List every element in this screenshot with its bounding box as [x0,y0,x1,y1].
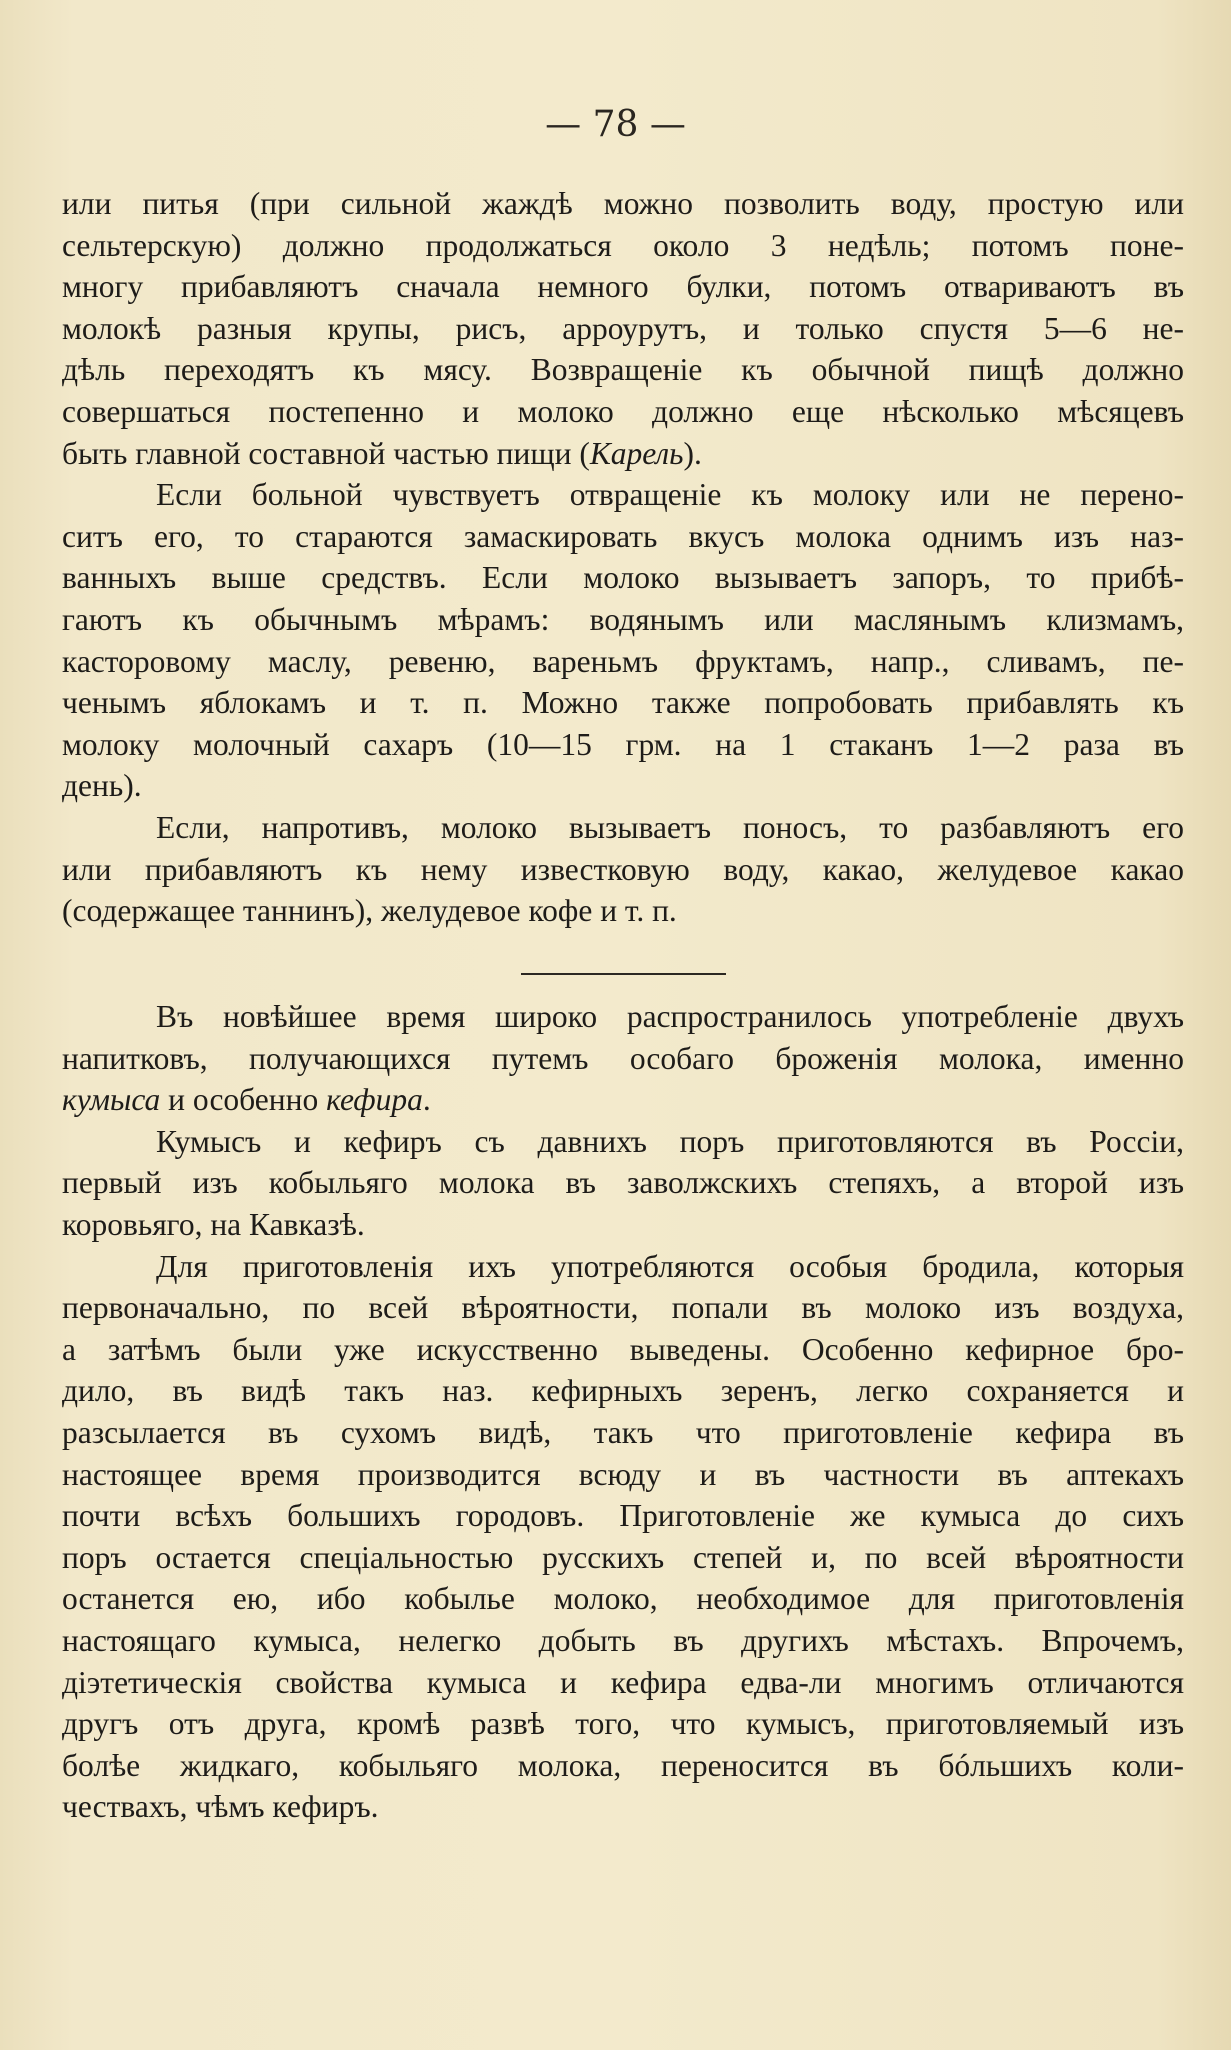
paragraph-5 [62,1121,1184,1246]
text-line: совершаться постепенно и молоко должно еще нѣсколько мѣсяцевъ [62,393,1184,429]
page-number: — 78 — [545,104,686,145]
text-line: гаютъ къ обычнымъ мѣрамъ: водянымъ или маслянымъ клизмамъ, [62,601,1184,637]
text-line: напитковъ, получающихся путемъ особаго броженія молока, именно [62,1040,1184,1076]
text-line [62,433,1184,475]
text-line: дило, въ видѣ такъ наз. кефирныхъ зеренъ, легко сохраняется и [62,1373,1184,1409]
italic-author-name: Карель [589,435,684,471]
text-line: настоящаго кумыса, нелегко добыть въ другихъ мѣстахъ. Впрочемъ, [62,1622,1184,1658]
text-line: дѣль переходятъ къ мясу. Возвращеніе къ обычной пищѣ должно [62,352,1184,388]
text-line: чествахъ, чѣмъ кефиръ. [62,1789,379,1825]
text-fragment: ). [683,435,702,471]
text-line: почти всѣхъ большихъ городовъ. Приготовленіе же кумыса до сихъ [62,1498,1184,1534]
text-line: поръ остается спеціальностью русскихъ степей и, по всей вѣроятности [62,1539,1184,1575]
text-line: день). [62,768,142,804]
text-line [62,1079,1184,1121]
text-line: или прибавляютъ къ нему известковую воду, какао, желудевое какао [62,851,1184,887]
section-divider [521,973,726,975]
text-line: или питья (при сильной жаждѣ можно позволить воду, простую или [62,186,1184,221]
text-line: Кумысъ и кефиръ съ давнихъ поръ приготовляются въ Россіи, [156,1123,1184,1159]
text-line: ситъ его, то стараются замаскировать вкусъ молока однимъ изъ наз- [62,518,1184,554]
text-line: первый изъ кобыльяго молока въ заволжскихъ степяхъ, а второй изъ [62,1165,1184,1201]
italic-term-kefir: кефира [326,1082,423,1118]
text-line: сельтерскую) должно продолжаться около 3 недѣль; потомъ поне- [62,227,1184,263]
text-fragment: . [422,1082,431,1118]
text-line: другъ отъ друга, кромѣ развѣ того, что кумысъ, приготовляемый изъ [62,1706,1184,1742]
paragraph-6 [62,1246,1184,1828]
text-line: останется ею, ибо кобылье молоко, необходимое для приготовленія [62,1581,1184,1617]
paragraph-4 [62,996,1184,1121]
text-line: ченымъ яблокамъ и т. п. Можно также попробовать прибавлять къ [62,685,1184,721]
text-line: Въ новѣйшее время широко распространилось употребленіе двухъ [156,999,1184,1034]
text-line: ванныхъ выше средствъ. Если молоко вызываетъ запоръ, то прибѣ- [62,560,1184,596]
text-fragment: и особенно [160,1082,327,1118]
text-line: разсылается въ сухомъ видѣ, такъ что приготовленіе кефира въ [62,1414,1184,1450]
text-line: первоначально, по всей вѣроятности, попали въ молоко изъ воздуха, [62,1290,1184,1326]
text-line: Если, напротивъ, молоко вызываетъ поносъ, то разбавляютъ его [156,809,1184,845]
paragraph-3 [62,807,1184,932]
text-line: настоящее время производится всюду и въ частности въ аптекахъ [62,1456,1184,1492]
text-line: молоку молочный сахаръ (10—15 грм. на 1 стаканъ 1—2 раза въ [62,726,1184,762]
text-line: а затѣмъ были уже искусственно выведены. Особенно кефирное бро- [62,1331,1184,1367]
text-line: Если больной чувствуетъ отвращеніе къ молоку или не перено- [156,477,1184,513]
paragraph-1 [62,183,1184,474]
text-line: многу прибавляютъ сначала немного булки, потомъ отвариваютъ въ [62,269,1184,305]
section-1-text [62,183,1184,932]
text-fragment: быть главной составной частью пищи ( [62,435,590,471]
text-line: Для приготовленія ихъ употребляются особыя бродила, которыя [156,1248,1184,1284]
section-2-text [62,996,1184,1828]
text-line: касторовому маслу, ревеню, вареньмъ фруктамъ, напр., сливамъ, пе- [62,643,1184,679]
italic-term-kumys: кумыса [62,1082,161,1118]
text-line: молокѣ разныя крупы, рисъ, арроурутъ, и только спустя 5—6 не- [62,310,1184,346]
paragraph-2 [62,474,1184,807]
text-line: коровьяго, на Кавказѣ. [62,1206,365,1242]
text-line: болѣе жидкаго, кобыльяго молока, переносится въ бóльшихъ коли- [62,1747,1184,1783]
text-line: діэтетическія свойства кумыса и кефира едва-ли многимъ отличаются [62,1664,1184,1700]
text-line: (содержащее таннинъ), желудевое кофе и т. п. [62,893,677,929]
